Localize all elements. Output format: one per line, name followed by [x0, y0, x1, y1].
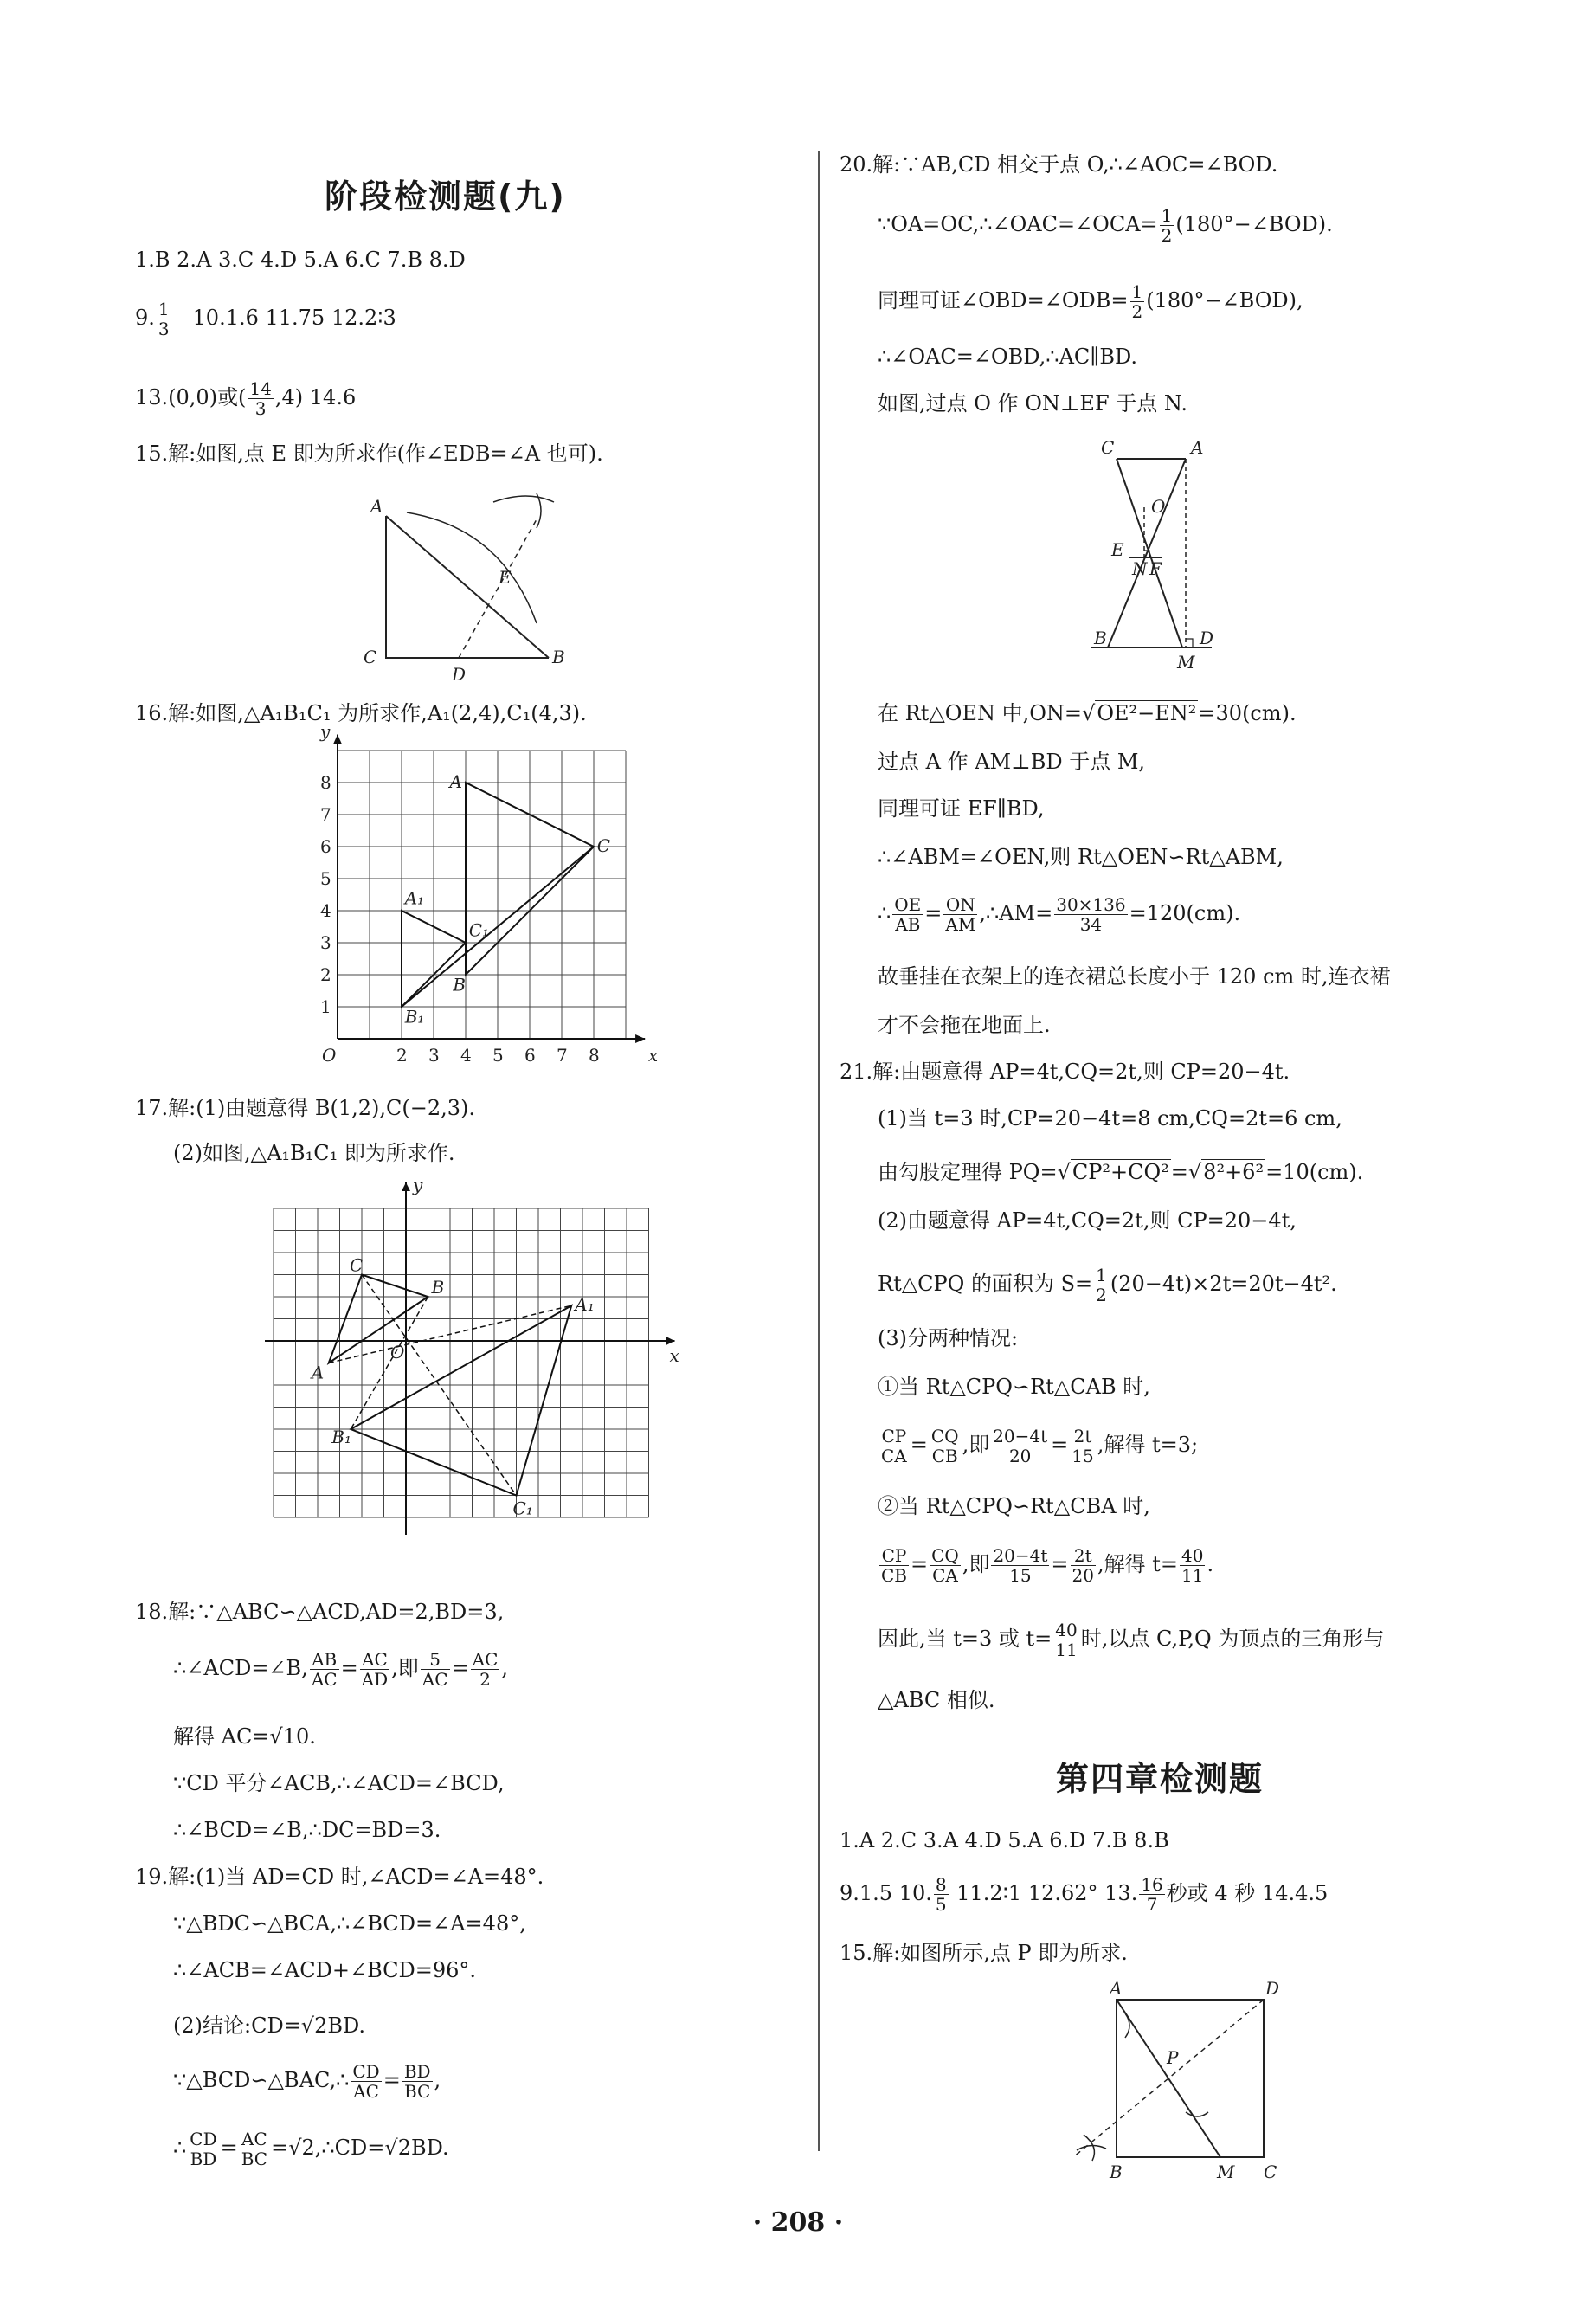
- text: (180°−∠BOD),: [1146, 288, 1303, 312]
- text: 由勾股定理得 PQ=: [878, 1160, 1058, 1184]
- den: 5: [935, 1894, 947, 1915]
- fraction: [1139, 1875, 1164, 1914]
- fraction: [934, 1875, 949, 1914]
- text: ∵OA=OC,∴∠OAC=∠OCA=: [878, 212, 1158, 236]
- fraction: [248, 379, 273, 418]
- fig20-label: M: [1177, 652, 1195, 673]
- column-divider: [818, 151, 820, 2151]
- q18-line1: 18.解:∵△ABC∽△ACD,AD=2,BD=3,: [135, 1600, 505, 1624]
- fraction: [991, 1546, 1049, 1585]
- y-tick-label: 8: [320, 772, 331, 793]
- point-label: B: [431, 1277, 445, 1298]
- text: 11.2∶1 12.62° 13.: [949, 1881, 1138, 1905]
- point-label: C: [350, 1254, 364, 1276]
- a9-prefix: 9.: [135, 306, 155, 330]
- fraction: [1180, 1546, 1205, 1585]
- den: 2: [1131, 301, 1143, 322]
- fraction: [351, 2062, 381, 2101]
- q21-line7: ①当 Rt△CPQ∽Rt△CAB 时,: [878, 1375, 1150, 1399]
- den: 7: [1146, 1894, 1158, 1915]
- text: 在 Rt△OEN 中,ON=: [878, 701, 1083, 725]
- figb15-square: [1117, 2000, 1264, 2157]
- y-arrow: [333, 735, 342, 744]
- a13-suffix: ,4) 14.6: [274, 385, 357, 409]
- section-title: 阶段检测题(九): [325, 177, 566, 216]
- q20-line4: ∴∠OAC=∠OBD,∴AC∥BD.: [878, 345, 1137, 369]
- num: 20−4t: [993, 1545, 1048, 1566]
- figb15-arc4: [1077, 2145, 1106, 2150]
- num: 40: [1181, 1545, 1204, 1566]
- b-q15-text: 15.解:如图所示,点 P 即为所求.: [840, 1941, 1128, 1965]
- sqrt-radicand: OE²−EN²: [1097, 701, 1197, 725]
- den: 2: [479, 1669, 491, 1690]
- den: AM: [945, 914, 976, 935]
- fraction: [1130, 282, 1145, 321]
- fraction: [930, 1546, 961, 1585]
- q19-line4: (2)结论:CD=√2BD.: [173, 2013, 366, 2038]
- text: 秒或 4 秒 14.4.5: [1166, 1881, 1329, 1905]
- q16-text: 16.解:如图,△A₁B₁C₁ 为所求作,A₁(2,4),C₁(4,3).: [135, 701, 587, 725]
- figure-17: [256, 1175, 706, 1581]
- y-arrow: [402, 1182, 410, 1191]
- fig15-arc-small2: [537, 493, 541, 528]
- text: (180°−∠BOD).: [1175, 212, 1333, 236]
- q20-line2: [878, 206, 1333, 245]
- point-label: C₁: [512, 1498, 533, 1519]
- den: AB: [895, 914, 921, 935]
- num: 1: [158, 299, 170, 319]
- point-label: A: [449, 771, 462, 792]
- fig15-arc-small: [493, 496, 554, 502]
- fig20-label: F: [1149, 558, 1162, 579]
- answers-rest: 10.1.6 11.75 12.2∶3: [192, 306, 396, 330]
- q19-line6: ∴ $\frac{CD}{BD}$ = $\frac{AC}{BC}$ =√2,∴CD=√2BD.: [173, 2129, 449, 2169]
- y-axis-label: y: [413, 1175, 423, 1195]
- num: 30×136: [1056, 894, 1126, 915]
- point-label: C: [596, 835, 611, 856]
- x-tick-label: 4: [460, 1045, 472, 1066]
- fig15-label: A: [370, 496, 383, 517]
- den: AC: [422, 1669, 448, 1690]
- den: CB: [931, 1446, 958, 1466]
- fraction: [1053, 1620, 1078, 1659]
- point-label: B₁: [331, 1427, 351, 1447]
- q19-line3: ∴∠ACB=∠ACD+∠BCD=96°.: [173, 1958, 477, 1982]
- num: AC: [360, 1650, 389, 1670]
- den: 34: [1079, 914, 1103, 935]
- num: CQ: [930, 1426, 959, 1446]
- point-label: B: [453, 974, 466, 995]
- figb15-label: A: [1110, 1978, 1123, 1999]
- q20-line3: [878, 282, 1303, 321]
- num: 20−4t: [993, 1426, 1048, 1446]
- num: CP: [879, 1427, 909, 1446]
- den: 15: [1072, 1446, 1094, 1466]
- fraction: [402, 2062, 433, 2101]
- x-tick-label: 3: [428, 1045, 440, 1066]
- num: 5: [421, 1650, 450, 1670]
- text: ,即: [391, 1656, 419, 1680]
- text: ,即: [962, 1433, 990, 1457]
- den: AD: [361, 1669, 389, 1690]
- num: CQ: [931, 1545, 959, 1566]
- figure-15: [355, 493, 718, 684]
- num: 8: [935, 1874, 947, 1895]
- num: BD: [403, 2061, 431, 2082]
- num: AC: [472, 1649, 499, 1670]
- fig15-label: C: [364, 647, 377, 667]
- q20-line12: 才不会拖在地面上.: [878, 1013, 1051, 1037]
- a13-prefix: 13.(0,0)或(: [135, 385, 247, 409]
- num: 40: [1055, 1620, 1078, 1640]
- fraction: [471, 1650, 500, 1689]
- den: CA: [932, 1565, 958, 1586]
- q21-line10: $\frac{CP}{CB}$ = $\frac{CQ}{CA}$ ,即 $\frac{20-4t}{15}$ = $\frac{2t}{20}$ ,解得 t= $\frac{40}{11}$ .: [881, 1545, 1214, 1586]
- text: =30(cm).: [1198, 701, 1297, 725]
- x-axis-label: x: [647, 1045, 659, 1066]
- answers-line1: 1.B 2.A 3.C 4.D 5.A 6.C 7.B 8.D: [135, 248, 466, 272]
- fraction: [1070, 1427, 1095, 1466]
- fig15-label: B: [552, 647, 565, 667]
- fraction: [188, 2129, 218, 2168]
- x-tick-label: 7: [557, 1045, 568, 1066]
- den: 2: [1096, 1285, 1107, 1305]
- den: CA: [881, 1446, 907, 1466]
- den: 20: [1072, 1565, 1094, 1586]
- fraction: [879, 1546, 909, 1585]
- b-answers-line2: [840, 1875, 1328, 1914]
- fig20-label: D: [1200, 628, 1214, 648]
- b-answers-line1: 1.A 2.C 3.A 4.D 5.A 6.D 7.B 8.B: [840, 1828, 1169, 1852]
- point-label: O: [390, 1342, 405, 1363]
- den: 3: [158, 319, 170, 339]
- origin-label: O: [322, 1045, 337, 1066]
- point-label: A₁: [575, 1294, 595, 1316]
- fraction: [892, 895, 923, 934]
- fig15-label: E: [499, 567, 512, 588]
- text: (20−4t)×2t=20t−4t².: [1110, 1272, 1337, 1296]
- text: ∴: [878, 901, 891, 925]
- figb15-label: B: [1110, 2162, 1123, 2182]
- q21-line9: ②当 Rt△CPQ∽Rt△CBA 时,: [878, 1494, 1150, 1518]
- q20-line7: 过点 A 作 AM⊥BD 于点 M,: [878, 750, 1146, 774]
- num: AC: [240, 2129, 269, 2149]
- fig15-hypotenuse: [386, 516, 549, 658]
- q17-line2: (2)如图,△A₁B₁C₁ 即为所求作.: [173, 1141, 455, 1165]
- fig15-arc: [407, 512, 537, 623]
- q21-line2: (1)当 t=3 时,CP=20−4t=8 cm,CQ=2t=6 cm,: [878, 1106, 1342, 1131]
- fraction: [1071, 1546, 1096, 1585]
- figb15-arc2: [1186, 2112, 1208, 2116]
- text: ,解得 t=: [1097, 1552, 1178, 1576]
- text: =: [1170, 1160, 1188, 1184]
- num: 1: [1161, 205, 1173, 226]
- num: CD: [190, 2129, 217, 2149]
- fraction: [1094, 1266, 1109, 1305]
- y-tick-label: 4: [320, 900, 331, 921]
- x-tick-label: 6: [524, 1045, 536, 1066]
- y-tick-label: 3: [320, 932, 331, 953]
- q21-line3: 由勾股定理得 PQ=√CP²+CQ²=√8²+6²=10(cm).: [878, 1160, 1364, 1184]
- num: CD: [352, 2061, 380, 2082]
- den: AC: [353, 2081, 379, 2102]
- fig20-label: O: [1151, 496, 1166, 517]
- fraction: [1054, 895, 1127, 934]
- y-tick-label: 5: [320, 868, 331, 889]
- figb15-label: C: [1264, 2162, 1277, 2182]
- fraction: [991, 1427, 1049, 1466]
- y-tick-label: 7: [320, 804, 331, 825]
- q19-line1: 19.解:(1)当 AD=CD 时,∠ACD=∠A=48°.: [135, 1865, 544, 1889]
- den: 3: [254, 398, 267, 419]
- q20-line10: ∴ $\frac{OE}{AB}$ = $\frac{ON}{AM}$ ,∴AM= $\frac{30\times 136}{34}$ =120(cm).: [878, 894, 1241, 935]
- text: 时,以点 C,P,Q 为顶点的三角形与: [1080, 1627, 1385, 1651]
- q21-line4: (2)由题意得 AP=4t,CQ=2t,则 CP=20−4t,: [878, 1208, 1297, 1233]
- den: CB: [881, 1565, 907, 1586]
- q20-line5: 如图,过点 O 作 ON⊥EF 于点 N.: [878, 391, 1187, 416]
- x-arrow: [666, 1337, 675, 1345]
- fraction: [943, 895, 977, 934]
- y-tick-label: 2: [320, 964, 331, 985]
- answers-line2: [135, 300, 396, 338]
- fig20-label: N: [1132, 558, 1148, 579]
- q21-line1: 21.解:由题意得 AP=4t,CQ=2t,则 CP=20−4t.: [840, 1060, 1290, 1084]
- fig20-label: E: [1111, 539, 1124, 560]
- text: =√2,∴CD=√2BD.: [271, 2136, 449, 2160]
- q18-line3: 解得 AC=√10.: [173, 1724, 316, 1749]
- q18-line2: ∴∠ACD=∠B, $\frac{AB}{AC}$ = $\frac{AC}{AD}$ ,即 $\frac{5}{AC}$ = $\frac{AC}{2}$ ,: [173, 1649, 509, 1690]
- q21-line5: [878, 1266, 1337, 1305]
- text: ,∴AM=: [979, 901, 1053, 925]
- num: 16: [1141, 1874, 1163, 1895]
- q21-line6: (3)分两种情况:: [878, 1326, 1019, 1350]
- num: OE: [894, 894, 922, 915]
- fig20-label: B: [1094, 628, 1107, 648]
- den: AC: [311, 1669, 338, 1690]
- q15-text: 15.解:如图,点 E 即为所求作(作∠EDB=∠A 也可).: [135, 441, 603, 466]
- den: 15: [1009, 1565, 1032, 1586]
- fraction: [240, 2129, 269, 2168]
- point-label: C₁: [468, 919, 490, 941]
- fraction: [310, 1650, 339, 1689]
- num: 1: [1096, 1265, 1107, 1285]
- q20-line8: 同理可证 EF∥BD,: [878, 796, 1045, 821]
- fig20-right-angle: [1186, 639, 1193, 648]
- q20-line6: 在 Rt△OEN 中,ON=√OE²−EN²=30(cm).: [878, 701, 1297, 725]
- x-arrow: [635, 1034, 645, 1043]
- x-axis-label: x: [669, 1345, 679, 1366]
- num: AB: [310, 1650, 339, 1670]
- text: .: [1207, 1552, 1214, 1576]
- den: BC: [403, 2081, 431, 2102]
- text: =10(cm).: [1265, 1160, 1364, 1184]
- num: 1: [1131, 281, 1143, 302]
- figb15-label: M: [1217, 2162, 1235, 2182]
- q20-line9: ∴∠ABM=∠OEN,则 Rt△OEN∽Rt△ABM,: [878, 845, 1284, 869]
- y-tick-label: 1: [320, 996, 331, 1017]
- page-number: · 208 ·: [752, 2207, 844, 2238]
- q18-line4: ∵CD 平分∠ACB,∴∠ACD=∠BCD,: [173, 1771, 505, 1795]
- fraction: [1160, 206, 1174, 245]
- figb15-am: [1117, 2000, 1220, 2157]
- q17-line1: 17.解:(1)由题意得 B(1,2),C(−2,3).: [135, 1096, 476, 1120]
- text: ∴: [173, 2136, 187, 2160]
- fig15-label: D: [452, 664, 467, 685]
- den: 20: [1008, 1446, 1032, 1466]
- fraction: [360, 1650, 389, 1689]
- den: 11: [1055, 1640, 1078, 1660]
- den: 2: [1161, 225, 1173, 246]
- num: 14: [249, 378, 272, 399]
- point-label: A: [311, 1362, 325, 1383]
- den: 11: [1181, 1565, 1204, 1586]
- x-tick-label: 2: [396, 1045, 408, 1066]
- den: BC: [241, 2149, 268, 2169]
- fraction: [421, 1650, 450, 1689]
- fraction: [157, 300, 171, 338]
- q18-line5: ∴∠BCD=∠B,∴DC=BD=3.: [173, 1818, 441, 1842]
- y-tick-label: 6: [320, 836, 331, 857]
- text: ∴∠ACD=∠B,: [173, 1656, 308, 1680]
- q19-line5: ∵△BCD∽△BAC,∴ $\frac{CD}{AC}$ = $\frac{BD}{BC}$ ,: [173, 2061, 441, 2102]
- q21-line12: △ABC 相似.: [878, 1688, 995, 1712]
- sqrt-radicand: 8²+6²: [1203, 1160, 1265, 1184]
- figb15-label: D: [1265, 1978, 1280, 1999]
- figb15-label: P: [1167, 2047, 1179, 2068]
- den: BD: [190, 2149, 217, 2169]
- y-axis-label: y: [320, 721, 331, 743]
- num: 2t: [1070, 1427, 1095, 1446]
- x-tick-label: 8: [589, 1045, 600, 1066]
- x-tick-label: 5: [492, 1045, 504, 1066]
- text: Rt△CPQ 的面积为 S=: [878, 1272, 1093, 1296]
- text: 9.1.5 10.: [840, 1881, 932, 1905]
- sqrt-radicand: CP²+CQ²: [1072, 1160, 1169, 1184]
- text: =120(cm).: [1129, 901, 1241, 925]
- section-title-2: 第四章检测题: [1056, 1760, 1265, 1798]
- fraction: [879, 1427, 909, 1466]
- figure-b15: [1065, 1978, 1280, 2182]
- q20-line1: 20.解:∵AB,CD 相交于点 O,∴∠AOC=∠BOD.: [840, 152, 1278, 177]
- num: ON: [943, 895, 977, 915]
- q21-line8: $\frac{CP}{CA}$ = $\frac{CQ}{CB}$ ,即 $\frac{20-4t}{20}$ = $\frac{2t}{15}$ ,解得 t=3;: [881, 1426, 1199, 1466]
- fig20-label: C: [1101, 437, 1115, 458]
- fig20-label: A: [1191, 437, 1204, 458]
- text: ∵△BCD∽△BAC,∴: [173, 2068, 350, 2092]
- text: 同理可证∠OBD=∠ODB=: [878, 288, 1129, 312]
- figure-20: [1091, 433, 1298, 673]
- text: ,解得 t=3;: [1097, 1433, 1199, 1457]
- num: 2t: [1071, 1546, 1096, 1566]
- q19-line2: ∵△BDC∽△BCA,∴∠BCD=∠A=48°,: [173, 1911, 526, 1936]
- text: 因此,当 t=3 或 t=: [878, 1627, 1052, 1651]
- answers-line3: [135, 379, 356, 418]
- figure-16: [303, 721, 788, 1073]
- point-label: A₁: [404, 887, 425, 909]
- q21-line11: [878, 1620, 1384, 1659]
- fraction: [930, 1427, 961, 1466]
- num: CP: [879, 1546, 909, 1566]
- q20-line11: 故垂挂在衣架上的连衣裙总长度小于 120 cm 时,连衣裙: [878, 964, 1391, 989]
- text: ,即: [962, 1552, 990, 1576]
- point-label: B₁: [404, 1006, 425, 1028]
